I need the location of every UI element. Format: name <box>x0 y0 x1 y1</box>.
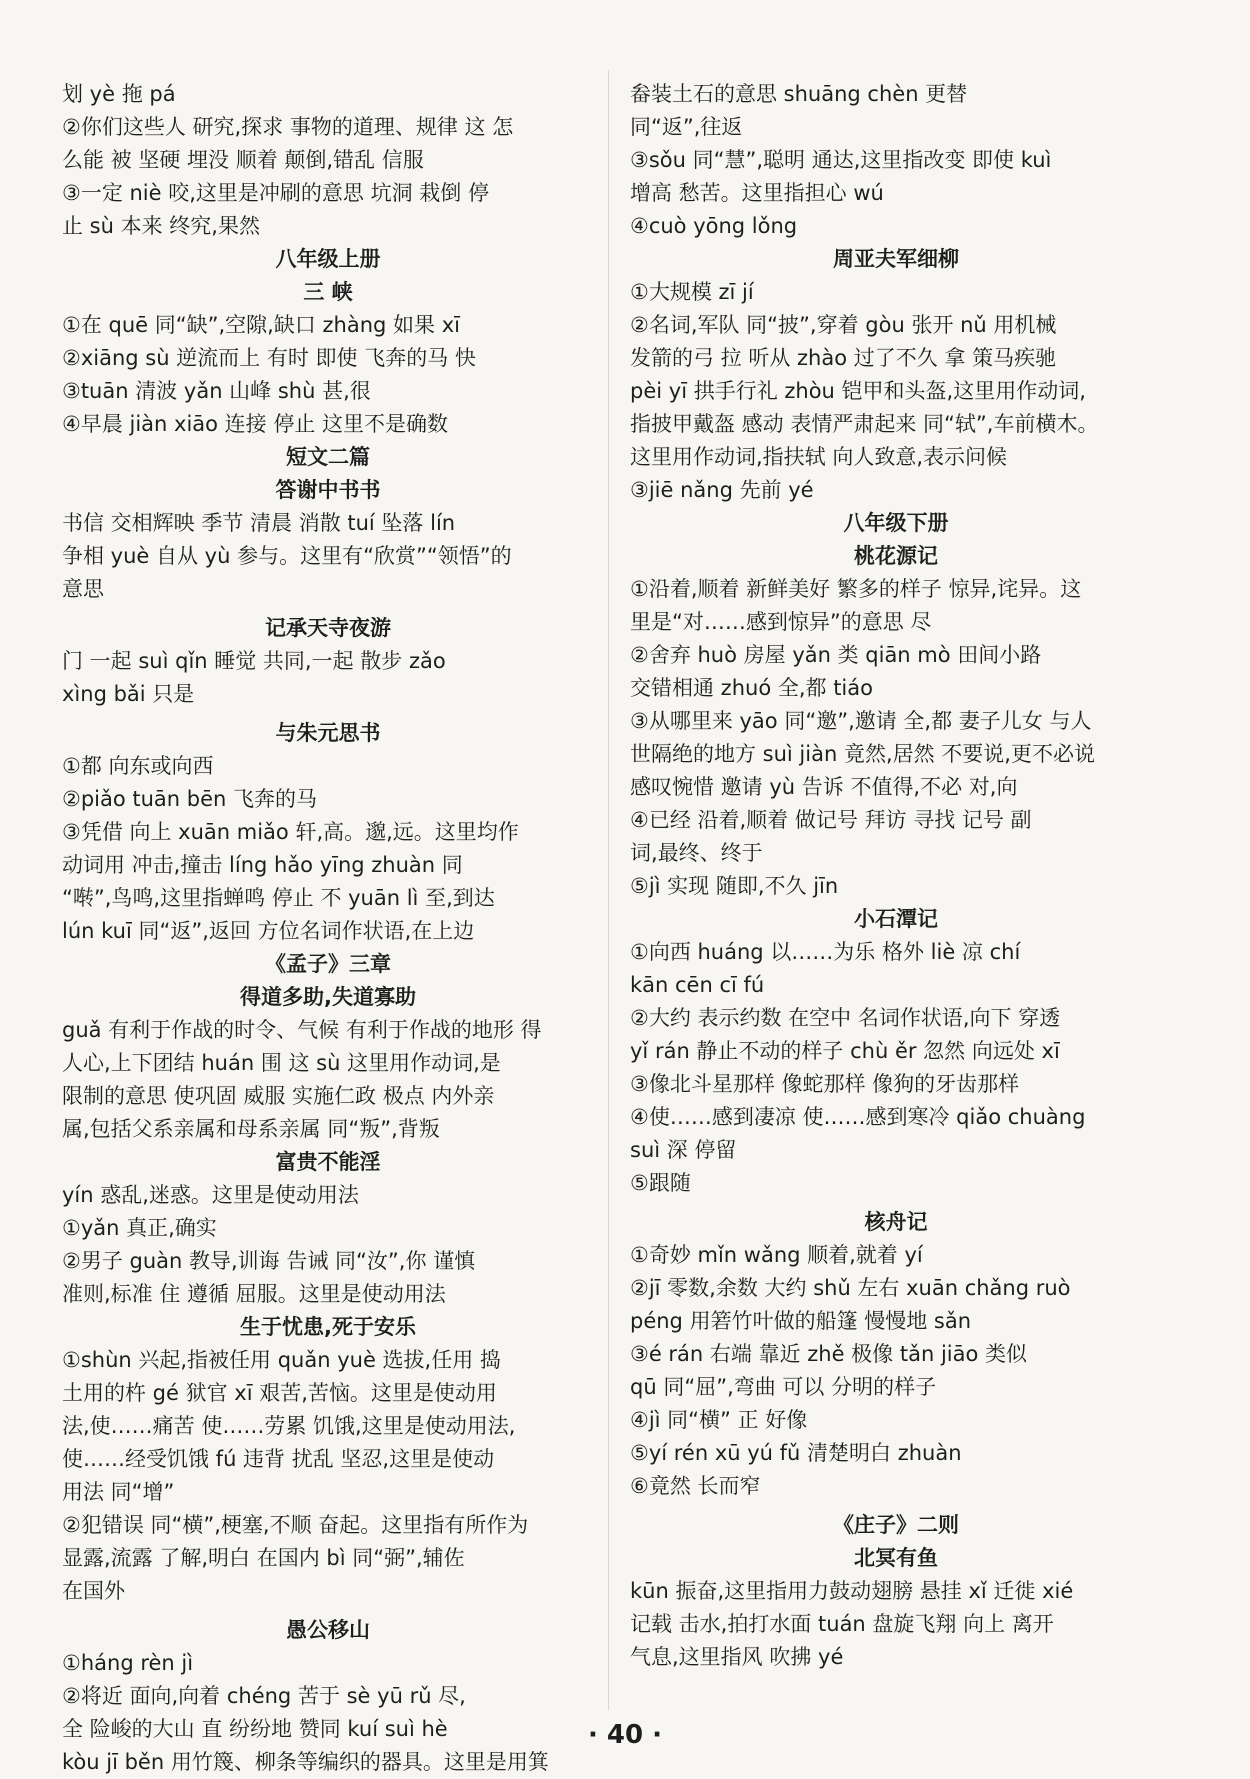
text-line: ⑤跟随 <box>630 1171 691 1195</box>
right-column <box>630 78 1162 1674</box>
text-line: ①háng rèn jì <box>62 1651 194 1675</box>
text-line: ③sǒu 同“慧”,聪明 通达,这里指改变 即使 kuì <box>630 148 1052 172</box>
text-line: ③é rán 右端 靠近 zhě 极像 tǎn jiāo 类似 <box>630 1342 1028 1366</box>
text-line: ③像北斗星那样 像蛇那样 像狗的牙齿那样 <box>630 1072 1020 1096</box>
text-line: 法,使……痛苦 使……劳累 饥饿,这里是使动用法, <box>62 1414 516 1438</box>
text-line: ②大约 表示约数 在空中 名词作状语,向下 穿透 <box>630 1006 1061 1030</box>
text-line: 在国外 <box>62 1579 125 1603</box>
text-line: 准则,标准 住 遵循 屈服。这里是使动用法 <box>62 1282 446 1306</box>
text-line: ②男子 guàn 教导,训诲 告诫 同“汝”,你 谨慎 <box>62 1249 476 1273</box>
text-line: ②xiāng sù 逆流而上 有时 即使 飞奔的马 快 <box>62 346 476 370</box>
text-line: ③jiē nǎng 先前 yé <box>630 478 814 502</box>
section-heading: 答谢中书书 <box>275 478 381 502</box>
text-line: 畚装土石的意思 shuāng chèn 更替 <box>630 82 968 106</box>
section-heading: 记承天寺夜游 <box>265 616 391 640</box>
text-line: 气息,这里指风 吹拂 yé <box>630 1645 844 1669</box>
section-heading: 北冥有鱼 <box>854 1546 938 1570</box>
text-line: ①yǎn 真正,确实 <box>62 1216 217 1240</box>
text-line: 增高 愁苦。这里指担心 wú <box>630 181 884 205</box>
section-heading: 八年级下册 <box>843 511 949 535</box>
text-line: kūn 振奋,这里指用力鼓动翅膀 悬挂 xǐ 迁徙 xié <box>630 1579 1074 1603</box>
text-line: 土用的杵 gé 狱官 xī 艰苦,苦恼。这里是使动用 <box>62 1381 497 1405</box>
text-line: 止 sù 本来 终究,果然 <box>62 214 260 238</box>
text-line: 世隔绝的地方 suì jiàn 竟然,居然 不要说,更不必说 <box>630 742 1095 766</box>
text-line: 使……经受饥饿 fú 违背 扰乱 坚忍,这里是使动 <box>62 1447 495 1471</box>
section-heading: 得道多助,失道寡助 <box>240 985 416 1009</box>
text-line: ①shùn 兴起,指被任用 quǎn yuè 选拔,任用 捣 <box>62 1348 501 1372</box>
text-line: ②jī 零数,余数 大约 shǔ 左右 xuān chǎng ruò <box>630 1276 1071 1300</box>
text-line: guǎ 有利于作战的时令、气候 有利于作战的地形 得 <box>62 1018 542 1042</box>
text-line: 限制的意思 使巩固 威服 实施仁政 极点 内外亲 <box>62 1084 495 1108</box>
text-line: 交错相通 zhuó 全,都 tiáo <box>630 676 873 700</box>
text-line: 动词用 冲击,撞击 líng hǎo yīng zhuàn 同 <box>62 853 463 877</box>
section-heading: 三 峡 <box>303 280 353 304</box>
text-line: ③一定 niè 咬,这里是冲刷的意思 坑洞 栽倒 停 <box>62 181 489 205</box>
section-heading: 周亚夫军细柳 <box>833 247 959 271</box>
section-heading: 八年级上册 <box>275 247 381 271</box>
text-line: xìng bǎi 只是 <box>62 682 195 706</box>
column-divider <box>608 70 609 1710</box>
text-line: qū 同“屈”,弯曲 可以 分明的样子 <box>630 1375 937 1399</box>
section-heading: 核舟记 <box>864 1210 928 1234</box>
text-line: pèi yī 拱手行礼 zhòu 铠甲和头盔,这里用作动词, <box>630 379 1086 403</box>
text-line: ⑤yí rén xū yú fǔ 清楚明白 zhuàn <box>630 1441 962 1465</box>
text-line: 同“返”,往返 <box>630 115 743 139</box>
text-line: ③从哪里来 yāo 同“邀”,邀请 全,都 妻子儿女 与人 <box>630 709 1092 733</box>
text-line: ②犯错误 同“横”,梗塞,不顺 奋起。这里指有所作为 <box>62 1513 529 1537</box>
text-line: ④已经 沿着,顺着 做记号 拜访 寻找 记号 副 <box>630 808 1032 832</box>
text-line: 全 险峻的大山 直 纷纷地 赞同 kuí suì hè <box>62 1717 448 1741</box>
section-heading: 与朱元思书 <box>275 721 381 745</box>
text-line: ⑥竟然 长而窄 <box>630 1474 761 1498</box>
text-line: ②舍弃 huò 房屋 yǎn 类 qiān mò 田间小路 <box>630 643 1042 667</box>
text-line: 争相 yuè 自从 yù 参与。这里有“欣赏”“领悟”的 <box>62 544 512 568</box>
text-line: ②将近 面向,向着 chéng 苦于 sè yū rǔ 尽, <box>62 1684 466 1708</box>
page-number: · 40 · <box>587 1720 663 1750</box>
text-line: yǐ rán 静止不动的样子 chù ěr 忽然 向远处 xī <box>630 1039 1060 1063</box>
text-line: ①都 向东或向西 <box>62 754 214 778</box>
text-line: ④使……感到凄凉 使……感到寒冷 qiǎo chuàng <box>630 1105 1086 1129</box>
text-line: “啭”,鸟鸣,这里指蝉鸣 停止 不 yuān lì 至,到达 <box>62 886 495 910</box>
text-line: ①向西 huáng 以……为乐 格外 liè 凉 chí <box>630 940 1021 964</box>
text-line: 人心,上下团结 huán 围 这 sù 这里用作动词,是 <box>62 1051 501 1075</box>
text-line: 指披甲戴盔 感动 表情严肃起来 同“轼”,车前横木。 <box>630 412 1099 436</box>
text-line: 用法 同“增” <box>62 1480 175 1504</box>
text-line: 属,包括父系亲属和母系亲属 同“叛”,背叛 <box>62 1117 440 1141</box>
text-line: ③tuān 清波 yǎn 山峰 shù 甚,很 <box>62 379 371 403</box>
text-line: ①奇妙 mǐn wǎng 顺着,就着 yí <box>630 1243 923 1267</box>
text-line: ④早晨 jiàn xiāo 连接 停止 这里不是确数 <box>62 412 449 436</box>
text-line: 词,最终、终于 <box>630 841 763 865</box>
text-line: ③凭借 向上 xuān miǎo 轩,高。邈,远。这里均作 <box>62 820 519 844</box>
text-line: 意思 <box>62 577 104 601</box>
text-line: 感叹惋惜 邀请 yù 告诉 不值得,不必 对,向 <box>630 775 1018 799</box>
text-line: 书信 交相辉映 季节 清晨 消散 tuí 坠落 lín <box>62 511 456 535</box>
text-line: ①在 quē 同“缺”,空隙,缺口 zhàng 如果 xī <box>62 313 460 337</box>
text-line: péng 用箬竹叶做的船篷 慢慢地 sǎn <box>630 1309 972 1333</box>
text-line: 里是“对……感到惊异”的意思 尽 <box>630 610 932 634</box>
section-heading: 短文二篇 <box>286 445 370 469</box>
text-line: 么能 被 坚硬 埋没 顺着 颠倒,错乱 信服 <box>62 148 424 172</box>
left-column <box>62 78 594 1779</box>
text-line: ④jì 同“横” 正 好像 <box>630 1408 808 1432</box>
text-line: ①沿着,顺着 新鲜美好 繁多的样子 惊异,诧异。这 <box>630 577 1082 601</box>
section-heading: 生于忧患,死于安乐 <box>240 1315 416 1339</box>
text-line: 划 yè 拖 pá <box>62 82 176 106</box>
text-line: kān cēn cī fú <box>630 973 765 997</box>
text-line: 显露,流露 了解,明白 在国内 bì 同“弼”,辅佐 <box>62 1546 465 1570</box>
text-line: kòu jī běn 用竹篾、柳条等编织的器具。这里是用箕 <box>62 1750 549 1774</box>
section-heading: 愚公移山 <box>286 1618 370 1642</box>
text-line: ④cuò yōng lǒng <box>630 214 798 238</box>
text-line: 发箭的弓 拉 听从 zhào 过了不久 拿 策马疾驰 <box>630 346 1057 370</box>
text-line: suì 深 停留 <box>630 1138 737 1162</box>
text-line: lún kuī 同“返”,返回 方位名词作状语,在上边 <box>62 919 475 943</box>
section-heading: 《庄子》二则 <box>833 1513 959 1537</box>
text-line: ①大规模 zī jí <box>630 280 754 304</box>
section-heading: 桃花源记 <box>854 544 938 568</box>
text-line: ②名词,军队 同“披”,穿着 gòu 张开 nǔ 用机械 <box>630 313 1057 337</box>
text-line: ⑤jì 实现 随即,不久 jīn <box>630 874 839 898</box>
text-line: 记载 击水,拍打水面 tuán 盘旋飞翔 向上 离开 <box>630 1612 1054 1636</box>
text-line: yín 惑乱,迷惑。这里是使动用法 <box>62 1183 359 1207</box>
text-line: 门 一起 suì qǐn 睡觉 共同,一起 散步 zǎo <box>62 649 446 673</box>
text-line: 这里用作动词,指扶轼 向人致意,表示问候 <box>630 445 1008 469</box>
section-heading: 《孟子》三章 <box>265 952 391 976</box>
text-line: ②你们这些人 研究,探求 事物的道理、规律 这 怎 <box>62 115 514 139</box>
section-heading: 富贵不能淫 <box>275 1150 381 1174</box>
text-line: ②piǎo tuān bēn 飞奔的马 <box>62 787 318 811</box>
section-heading: 小石潭记 <box>854 907 938 931</box>
